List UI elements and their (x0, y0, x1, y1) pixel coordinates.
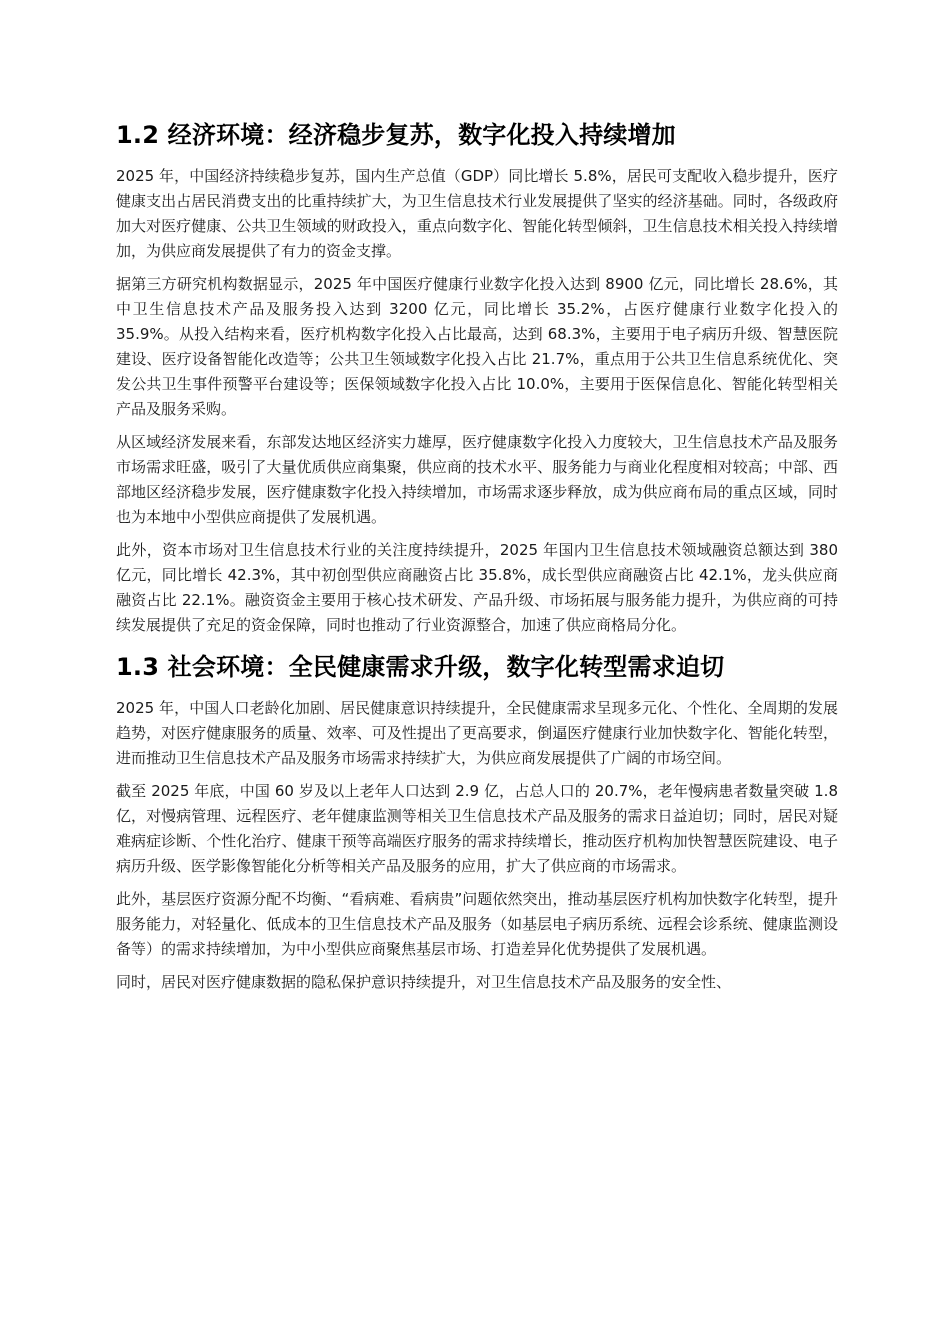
paragraph: 同时，居民对医疗健康数据的隐私保护意识持续提升，对卫生信息技术产品及服务的安全性、 (116, 973, 732, 991)
section-heading: 1.3 社会环境：全民健康需求升级，数字化转型需求迫切 (116, 653, 725, 681)
document-page (116, 118, 838, 1003)
section-economic-environment (116, 118, 838, 638)
paragraph: 2025 年，中国人口老龄化加剧、居民健康意识持续提升，全民健康需求呈现多元化、个性化、全周期的发展趋势，对医疗健康服务的质量、效率、可及性提出了更高要求，倒逼医疗健康行业加快数字化、智能化转型，进而推动卫生信息技术产品及服务市场需求持续扩大，为供应商发展提供了广阔的市场空间。 (116, 699, 838, 767)
paragraph: 从区域经济发展来看，东部发达地区经济实力雄厚，医疗健康数字化投入力度较大，卫生信息技术产品及服务市场需求旺盛，吸引了大量优质供应商集聚，供应商的技术水平、服务能力与商业化程度相对较高；中部、西部地区经济稳步发展，医疗健康数字化投入持续增加，市场需求逐步释放，成为供应商布局的重点区域，同时也为本地中小型供应商提供了发展机遇。 (116, 433, 838, 526)
section-social-environment (116, 650, 838, 995)
paragraph: 截至 2025 年底，中国 60 岁及以上老年人口达到 2.9 亿，占总人口的 20.7%，老年慢病患者数量突破 1.8 亿，对慢病管理、远程医疗、老年健康监测等相关卫生信息技术产品及服务的需求日益迫切；同时，居民对疑难病症诊断、个性化治疗、健康干预等高端医疗服务的需求持续增长，推动医疗机构加快智慧医院建设、电子病历升级、医学影像智能化分析等相关产品及服务的应用，扩大了供应商的市场需求。 (116, 782, 838, 875)
section-heading: 1.2 经济环境：经济稳步复苏，数字化投入持续增加 (116, 121, 676, 149)
paragraph: 2025 年，中国经济持续稳步复苏，国内生产总值（GDP）同比增长 5.8%，居民可支配收入稳步提升，医疗健康支出占居民消费支出的比重持续扩大，为卫生信息技术行业发展提供了坚实的经济基础。同时，各级政府加大对医疗健康、公共卫生领域的财政投入，重点向数字化、智能化转型倾斜，卫生信息技术相关投入持续增加，为供应商发展提供了有力的资金支撑。 (116, 167, 838, 260)
paragraph: 此外，资本市场对卫生信息技术行业的关注度持续提升，2025 年国内卫生信息技术领域融资总额达到 380 亿元，同比增长 42.3%，其中初创型供应商融资占比 35.8%，成长型供应商融资占比 42.1%，龙头供应商融资占比 22.1%。融资资金主要用于核心技术研发、产品升级、市场拓展与服务能力提升，为供应商的可持续发展提供了充足的资金保障，同时也推动了行业资源整合，加速了供应商格局分化。 (116, 541, 838, 634)
paragraph: 据第三方研究机构数据显示，2025 年中国医疗健康行业数字化投入达到 8900 亿元，同比增长 28.6%，其中卫生信息技术产品及服务投入达到 3200 亿元，同比增长 35.2%，占医疗健康行业数字化投入的 35.9%。从投入结构来看，医疗机构数字化投入占比最高，达到 68.3%，主要用于电子病历升级、智慧医院建设、医疗设备智能化改造等；公共卫生领域数字化投入占比 21.7%，重点用于公共卫生信息系统优化、突发公共卫生事件预警平台建设等；医保领域数字化投入占比 10.0%，主要用于医保信息化、智能化转型相关产品及服务采购。 (116, 275, 838, 418)
paragraph: 此外，基层医疗资源分配不均衡、“看病难、看病贵”问题依然突出，推动基层医疗机构加快数字化转型，提升服务能力，对轻量化、低成本的卫生信息技术产品及服务（如基层电子病历系统、远程会诊系统、健康监测设备等）的需求持续增加，为中小型供应商聚焦基层市场、打造差异化优势提供了发展机遇。 (116, 890, 838, 958)
